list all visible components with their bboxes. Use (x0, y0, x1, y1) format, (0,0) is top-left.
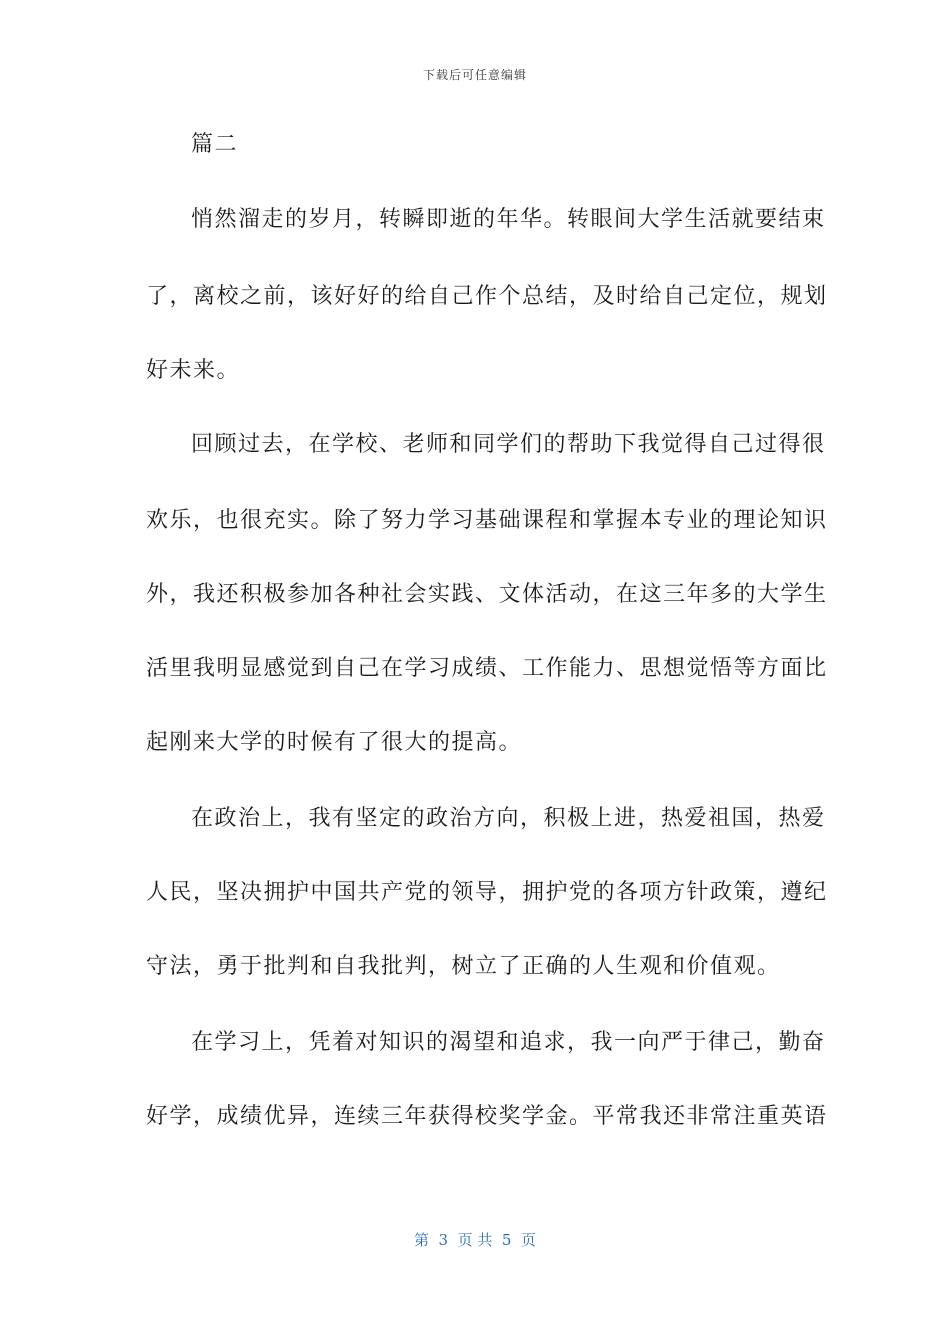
paragraph-2-line-4: 活里我明显感觉到自己在学习成绩、工作能力、思想觉悟等方面比 (146, 656, 828, 681)
paragraph-3-line-1: 在政治上，我有坚定的政治方向，积极上进，热爱祖国，热爱 (191, 806, 826, 831)
paragraph-3-line-3: 守法，勇于批判和自我批判，树立了正确的人生观和价值观。 (146, 954, 781, 979)
page-number-footer: 第 3 页 共 5 页 (414, 1231, 536, 1249)
paragraph-2-line-5: 起刚来大学的时候有了很大的提高。 (146, 730, 523, 755)
paragraph-1-line-2: 了，离校之前，该好好的给自己作个总结，及时给自己定位，规划 (146, 284, 828, 309)
paragraph-3-line-2: 人民，坚决拥护中国共产党的领导，拥护党的各项方针政策，遵纪 (146, 880, 828, 905)
paragraph-4-line-2: 好学，成绩优异，连续三年获得校奖学金。平常我还非常注重英语 (146, 1104, 828, 1129)
paragraph-2-line-3: 外，我还积极参加各种社会实践、文体活动，在这三年多的大学生 (146, 582, 828, 607)
paragraph-1-line-1: 悄然溜走的岁月，转瞬即逝的年华。转眼间大学生活就要结束 (191, 207, 826, 232)
paragraph-1-line-3: 好未来。 (146, 358, 241, 383)
paragraph-4-line-1: 在学习上，凭着对知识的渴望和追求，我一向严于律己，勤奋 (191, 1030, 826, 1055)
section-title: 篇二 (191, 132, 239, 157)
paragraph-2-line-1: 回顾过去，在学校、老师和同学们的帮助下我觉得自己过得很 (191, 432, 826, 457)
paragraph-2-line-2: 欢乐，也很充实。除了努力学习基础课程和掌握本专业的理论知识 (146, 508, 828, 533)
header-note: 下载后可任意编辑 (422, 68, 527, 82)
